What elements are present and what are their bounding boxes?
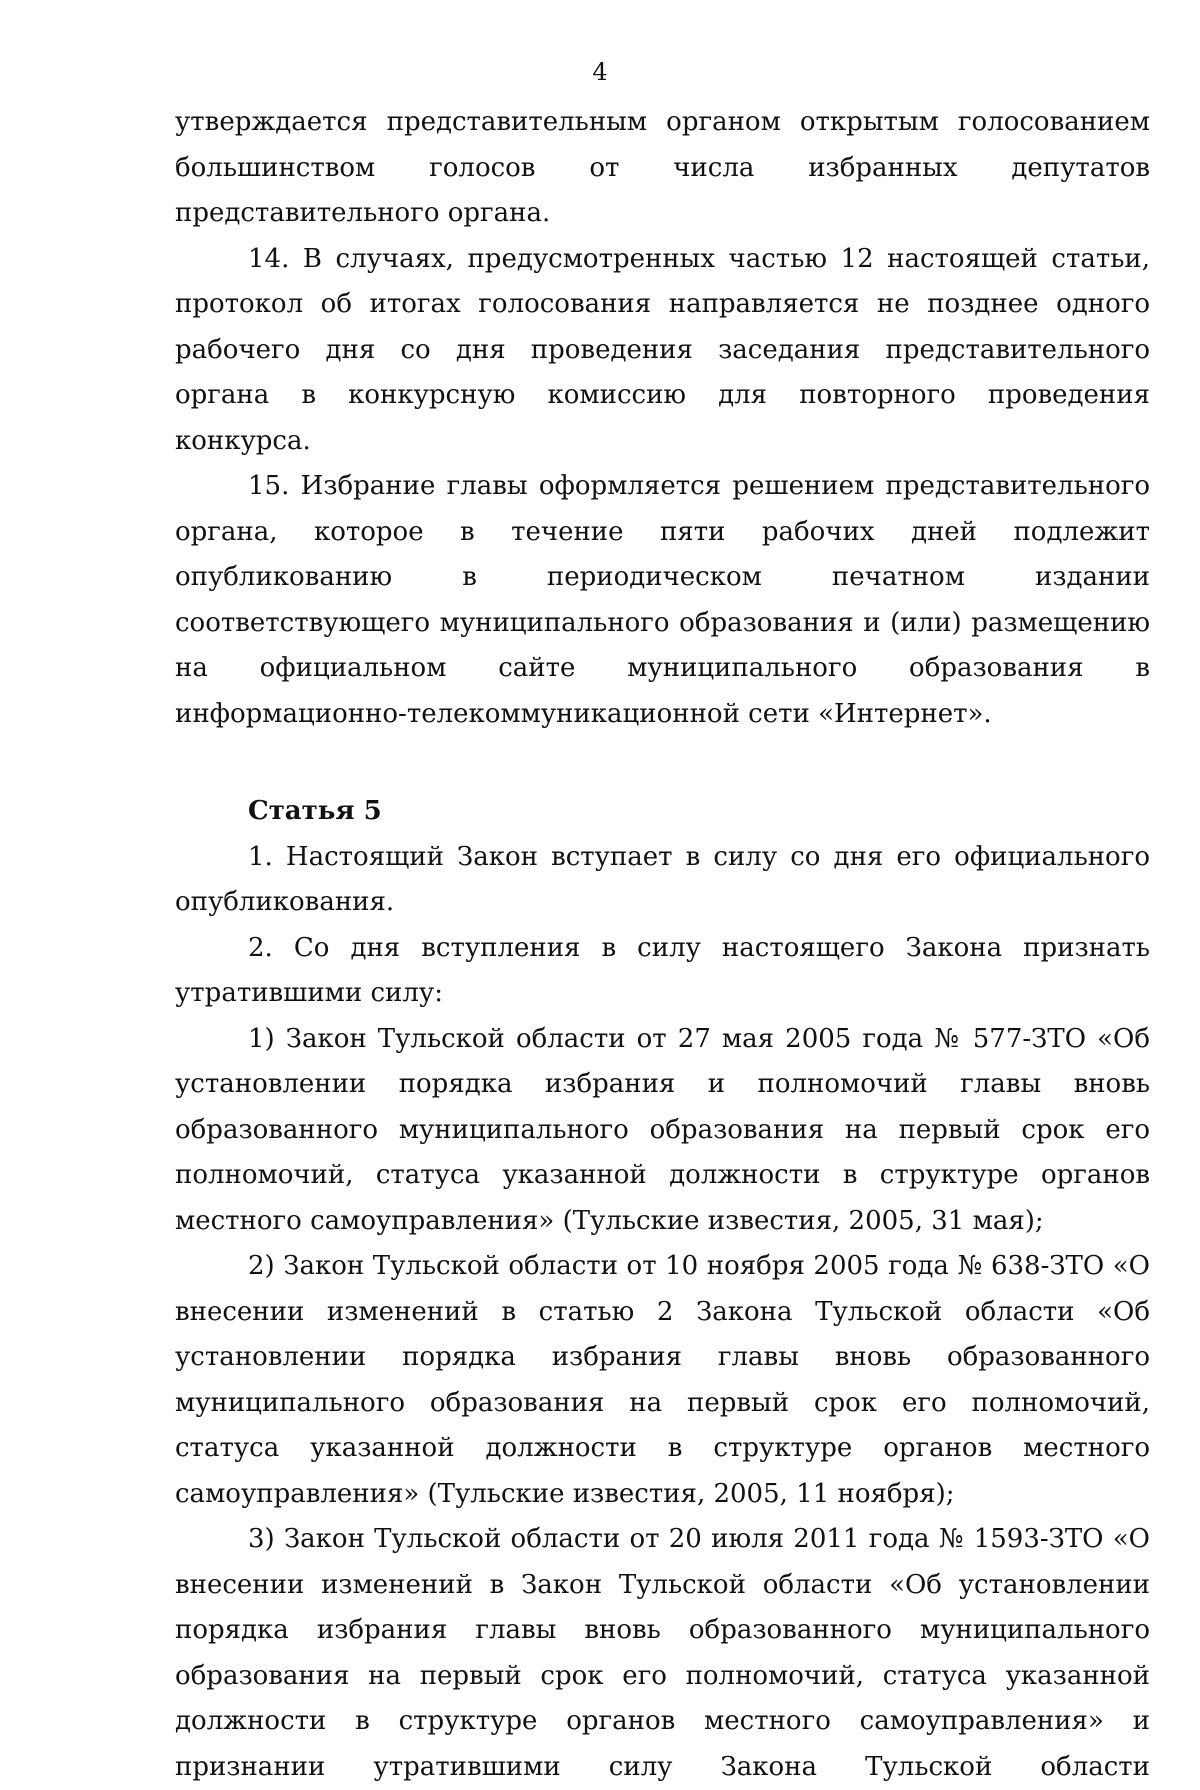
article-5-item-1: 1. Настоящий Закон вступает в силу со дня его официального опубликования.: [175, 841, 1150, 917]
repealed-law-1: 1) Закон Тульской области от 27 мая 2005 года № 577-ЗТО «Об установлении порядка избрания и полномочий главы вновь образованного муниципального образования на первый срок его полномочий, статуса указанной должности в структуре органов местного самоуправления» (Тульские известия, 2005, 31 мая);: [175, 1023, 1150, 1236]
page-number: 4: [592, 58, 608, 86]
article-5-item-2: 2. Со дня вступления в силу настоящего Закона признать утратившими силу:: [175, 932, 1150, 1008]
repealed-law-3: 3) Закон Тульской области от 20 июля 2011 года № 1593-ЗТО «О внесении изменений в Закон Тульской области «Об установлении порядка избрания главы вновь образованного муниципального образования на первый срок его полномочий, статуса указанной должности в структуре органов местного самоуправления» и признании утратившими силу Закона Тульской области: [175, 1524, 1150, 1782]
document-body: [175, 100, 1150, 1790]
repealed-law-2: 2) Закон Тульской области от 10 ноября 2005 года № 638-ЗТО «О внесении изменений в статью 2 Закона Тульской области «Об установлении порядка избрания главы вновь образованного муниципального образования на первый срок его полномочий, статуса указанной должности в структуре органов местного самоуправления» (Тульские известия, 2005, 11 ноября);: [175, 1251, 1150, 1509]
article-heading: Статья 5: [248, 796, 382, 826]
paragraph-15: 15. Избрание главы оформляется решением представительного органа, которое в течение пяти рабочих дней подлежит опубликованию в периодическом печатном издании соответствующего муниципального образования и (или) размещению на официальном сайте муниципального образования в информационно-телекоммуникационной сети «Интернет».: [175, 471, 1150, 729]
paragraph-14: 14. В случаях, предусмотренных частью 12 настоящей статьи, протокол об итогах голосования направляется не позднее одного рабочего дня со дня проведения заседания представительного органа в конкурсную комиссию для повторного проведения конкурса.: [175, 243, 1150, 456]
paragraph-continuation: утверждается представительным органом открытым голосованием большинством голосов от числа избранных депутатов представительного органа.: [175, 107, 1150, 228]
